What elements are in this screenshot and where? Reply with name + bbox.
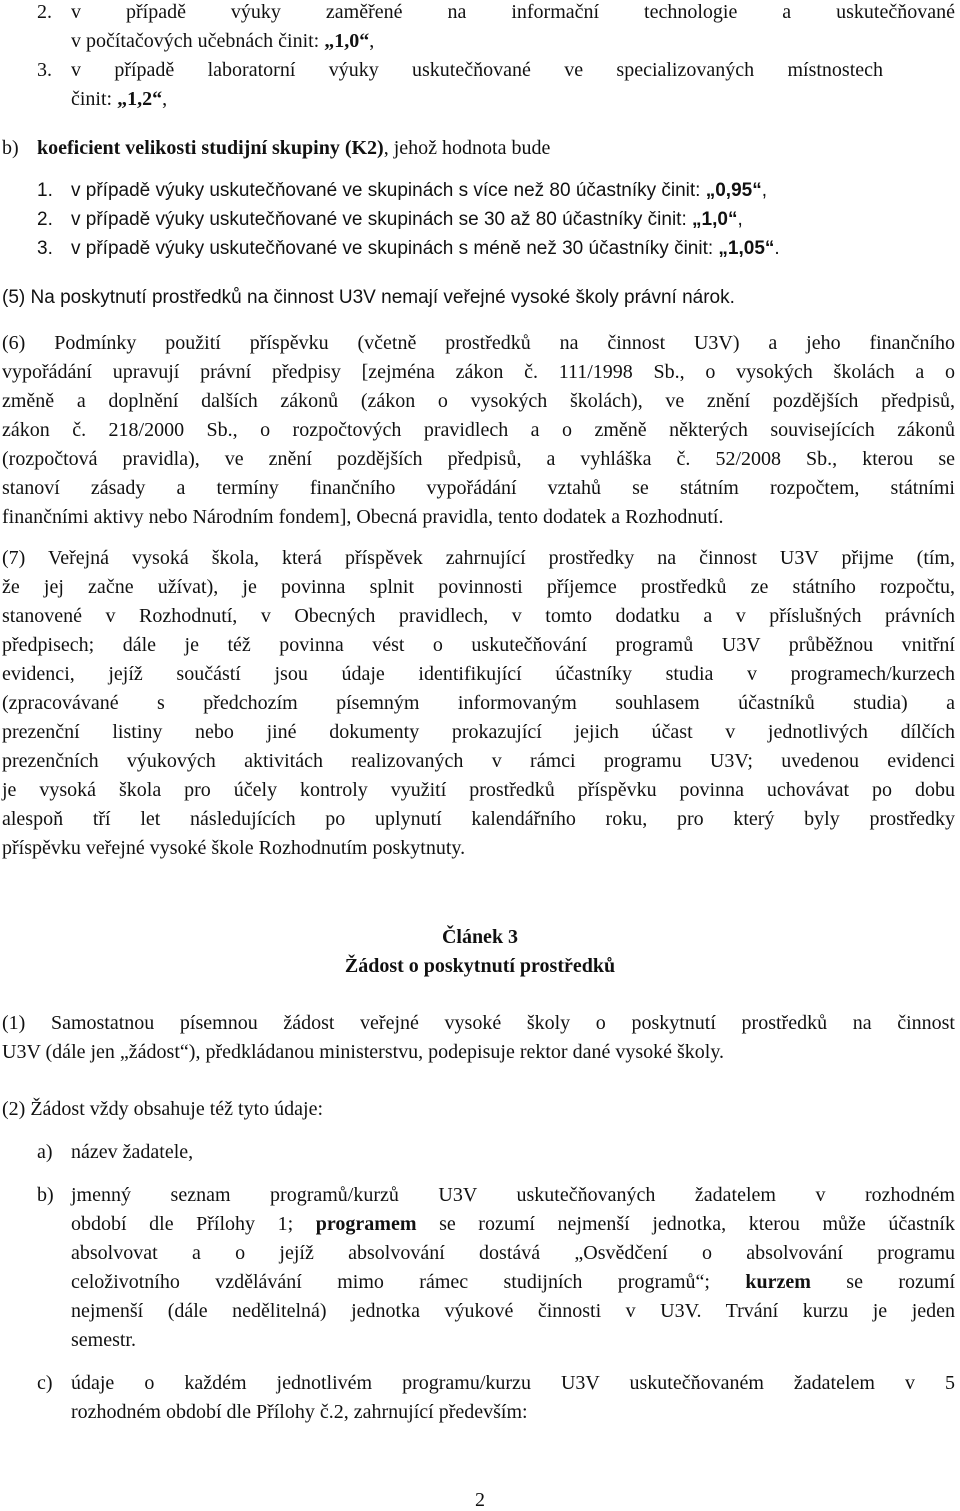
- list-item-line: v počítačových učebnách činit: „1,0“,: [71, 30, 375, 52]
- list-item-line: celoživotního vzdělávání mimo rámec studijních programů“; kurzem se rozumí: [71, 1271, 955, 1293]
- list-label: a): [37, 1141, 53, 1163]
- paragraph-6-line: (rozpočtová pravidla), ve znění pozdějších předpisů, a vyhláška č. 52/2008 Sb., kterou se: [2, 448, 955, 470]
- paragraph-7-line: stanovené v Rozhodnutí, v Obecných pravidlech, v tomto dodatku a v příslušných právních: [2, 605, 955, 627]
- list-item-num: 3.: [37, 59, 52, 81]
- paragraph-6-line: změně a doplnění dalších zákonů (zákon o vysokých školách), ve znění pozdějších předpisů,: [2, 390, 955, 412]
- paragraph-7-line: evidenci, jejíž součástí jsou údaje identifikující účastníky studia v programech/kurzech: [2, 663, 955, 685]
- list-item-line: jmenný seznam programů/kurzů U3V uskutečňovaných žadatelem v rozhodném: [71, 1184, 955, 1206]
- paragraph-7-line: (zpracovávané s předchozím písemným informovaným souhlasem účastníků studia) a: [2, 692, 955, 714]
- list-item-line: v případě výuky zaměřené na informační technologie a uskutečňované: [71, 1, 955, 23]
- page-number: 2: [475, 1489, 485, 1511]
- list-item-line: semestr.: [71, 1329, 136, 1351]
- paragraph-7-line: alespoň tří let následujících po uplynutí kalendářního roku, pro který byly prostředky: [2, 808, 955, 830]
- paragraph-6-line: vypořádání upravují právní předpisy [zejména zákon č. 111/1998 Sb., o vysokých školách a o: [2, 361, 955, 383]
- k2-heading: koeficient velikosti studijní skupiny (K2), jehož hodnota bude: [37, 137, 551, 159]
- article-number: Článek 3: [441, 926, 519, 948]
- paragraph-7-line: prezenční listiny nebo jiné dokumenty prokazující jejich účast v jednotlivých dílčích: [2, 721, 955, 743]
- list-item-line: rozhodném období dle Přílohy č.2, zahrnující především:: [71, 1401, 528, 1423]
- paragraph-7-line: příspěvku veřejné vysoké škole Rozhodnutím poskytnuty.: [2, 837, 466, 859]
- list-label: b): [37, 1184, 54, 1206]
- paragraph-5: (5) Na poskytnutí prostředků na činnost U3V nemají veřejné vysoké školy právní nárok.: [2, 287, 735, 308]
- paragraph-6-line: zákon č. 218/2000 Sb., o rozpočtových pravidlech a o změně některých souvisejících zákonů: [2, 419, 955, 441]
- paragraph-7-line: předpisech; dále je též povinna vést o uskutečňování programů U3V průběžnou vnitřní: [2, 634, 955, 656]
- list-item: název žadatele,: [71, 1141, 194, 1163]
- list-item-line: činit: „1,2“,: [71, 88, 168, 110]
- k2-item: v případě výuky uskutečňované ve skupinách s více než 80 účastníky činit: „0,95“,: [71, 180, 767, 201]
- list-item-line: absolvovat a o jejíž absolvování dostává „Osvědčení o absolvování programu: [71, 1242, 955, 1264]
- article-title: Žádost o poskytnutí prostředků: [344, 955, 616, 977]
- list-item-line: nejmenší (dále nedělitelná) jednotka výukové činnosti v U3V. Trvání kurzu je jeden: [71, 1300, 955, 1322]
- list-item-line: v případě laboratorní výuky uskutečňované ve specializovaných místnostech: [71, 59, 883, 81]
- k2-item: v případě výuky uskutečňované ve skupinách se 30 až 80 účastníky činit: „1,0“,: [71, 209, 743, 230]
- k2-item: v případě výuky uskutečňované ve skupinách s méně než 30 účastníky činit: „1,05“.: [71, 238, 780, 259]
- paragraph-6-line: (6) Podmínky použití příspěvku (včetně prostředků na činnost U3V) a jeho finančního: [2, 332, 955, 354]
- paragraph-6-line: stanoví zásady a termíny finančního vypořádání vztahů se státním rozpočtem, státními: [2, 477, 955, 499]
- paragraph-7-line: (7) Veřejná vysoká škola, která příspěvek zahrnující prostředky na činnost U3V přijme (tím,: [2, 547, 955, 569]
- paragraph-6-line: finančními aktivy nebo Národním fondem], Obecná pravidla, tento dodatek a Rozhodnutí.: [2, 506, 724, 528]
- paragraph-7-line: je vysoká škola pro účely kontroly využití prostředků příspěvku povinna uchovávat po dobu: [2, 779, 955, 801]
- list-item-num: 1.: [37, 180, 53, 201]
- list-item-num: 2.: [37, 209, 53, 230]
- paragraph-7-line: prezenčních výukových aktivitách realizovaných v rámci programu U3V; uvedenou evidenci: [2, 750, 955, 772]
- list-item-line: údaje o každém jednotlivém programu/kurzu U3V uskutečňovaném žadatelem v 5: [71, 1372, 955, 1394]
- list-item-line: období dle Přílohy 1; programem se rozumí nejmenší jednotka, kterou může účastník: [71, 1213, 955, 1235]
- article-paragraph-1-line: U3V (dále jen „žádost“), předkládanou ministerstvu, podepisuje rektor dané vysoké školy.: [2, 1041, 725, 1063]
- list-label: b): [2, 137, 19, 159]
- paragraph-7-line: že jej začne užívat), je povinna splnit povinnosti příjemce prostředků ze státního rozpočtu,: [2, 576, 955, 598]
- article-paragraph-2-intro: (2) Žádost vždy obsahuje též tyto údaje:: [2, 1098, 324, 1120]
- list-item-num: 3.: [37, 238, 53, 259]
- list-label: c): [37, 1372, 53, 1394]
- article-paragraph-1-line: (1) Samostatnou písemnou žádost veřejné vysoké školy o poskytnutí prostředků na činnost: [2, 1012, 955, 1034]
- list-item-num: 2.: [37, 1, 52, 23]
